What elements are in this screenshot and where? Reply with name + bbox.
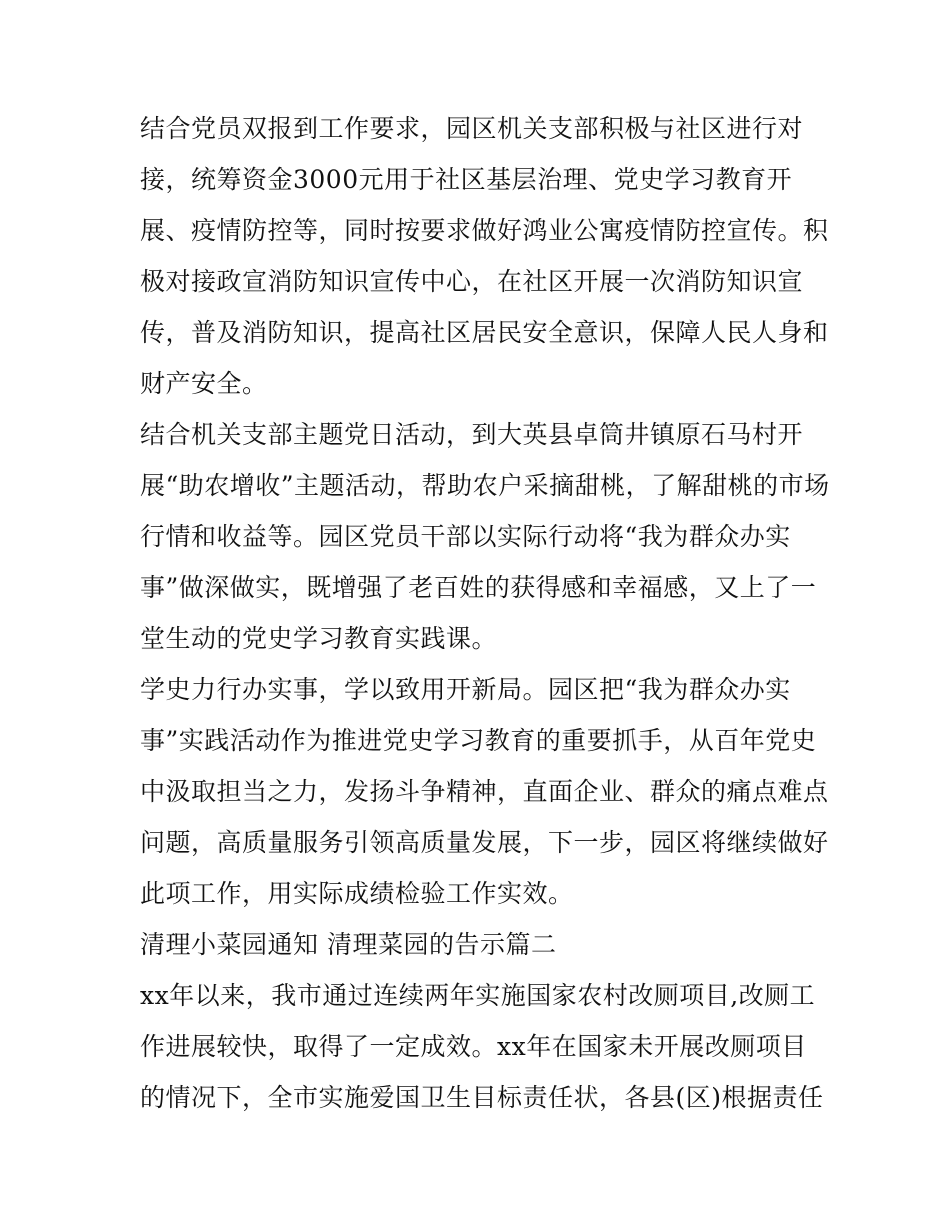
text-line: xx年以来，我市通过连续两年实施国家农村改厕项目,改厕工 xyxy=(140,981,816,1010)
text-line: 结合党员双报到工作要求，园区机关支部积极与社区进行对 xyxy=(140,114,804,143)
text-line: 展、疫情防控等，同时按要求做好鸿业公寓疫情防控宣传。积 xyxy=(140,216,829,245)
text-line: 传，普及消防知识，提高社区居民安全意识，保障人民人身和 xyxy=(140,318,829,347)
text-line: 堂生动的党史学习教育实践课。 xyxy=(140,624,498,653)
text-line: 事”实践活动作为推进党史学习教育的重要抓手，从百年党史 xyxy=(140,726,817,755)
text-line: 事”做深做实，既增强了老百姓的获得感和幸福感，又上了一 xyxy=(140,573,817,602)
text-line: 的情况下，全市实施爱国卫生目标责任状，各县(区)根据责任 xyxy=(140,1083,824,1112)
text-line: 行情和收益等。园区党员干部以实际行动将“我为群众办实 xyxy=(140,522,791,551)
text-line: 中汲取担当之力，发扬斗争精神，直面企业、群众的痛点难点 xyxy=(140,777,829,806)
text-line: 结合机关支部主题党日活动，到大英县卓筒井镇原石马村开 xyxy=(140,420,804,449)
text-line: 学史力行办实事，学以致用开新局。园区把“我为群众办实 xyxy=(140,675,791,704)
text-line: 此项工作，用实际成绩检验工作实效。 xyxy=(140,879,574,908)
text-line: 问题，高质量服务引领高质量发展，下一步，园区将继续做好 xyxy=(140,828,829,857)
document-body xyxy=(140,103,830,1123)
text-line: 接，统筹资金3000元用于社区基层治理、党史学习教育开 xyxy=(140,165,793,194)
text-line: 作进展较快，取得了一定成效。xx年在国家未开展改厕项目 xyxy=(140,1032,807,1061)
text-line: 展“助农增收”主题活动，帮助农户采摘甜桃，了解甜桃的市场 xyxy=(140,471,830,500)
text-line: 极对接政宣消防知识宣传中心，在社区开展一次消防知识宣 xyxy=(140,267,804,296)
section-heading: 清理小菜园通知 清理菜园的告示篇二 xyxy=(140,930,557,959)
text-line: 财产安全。 xyxy=(140,369,268,398)
